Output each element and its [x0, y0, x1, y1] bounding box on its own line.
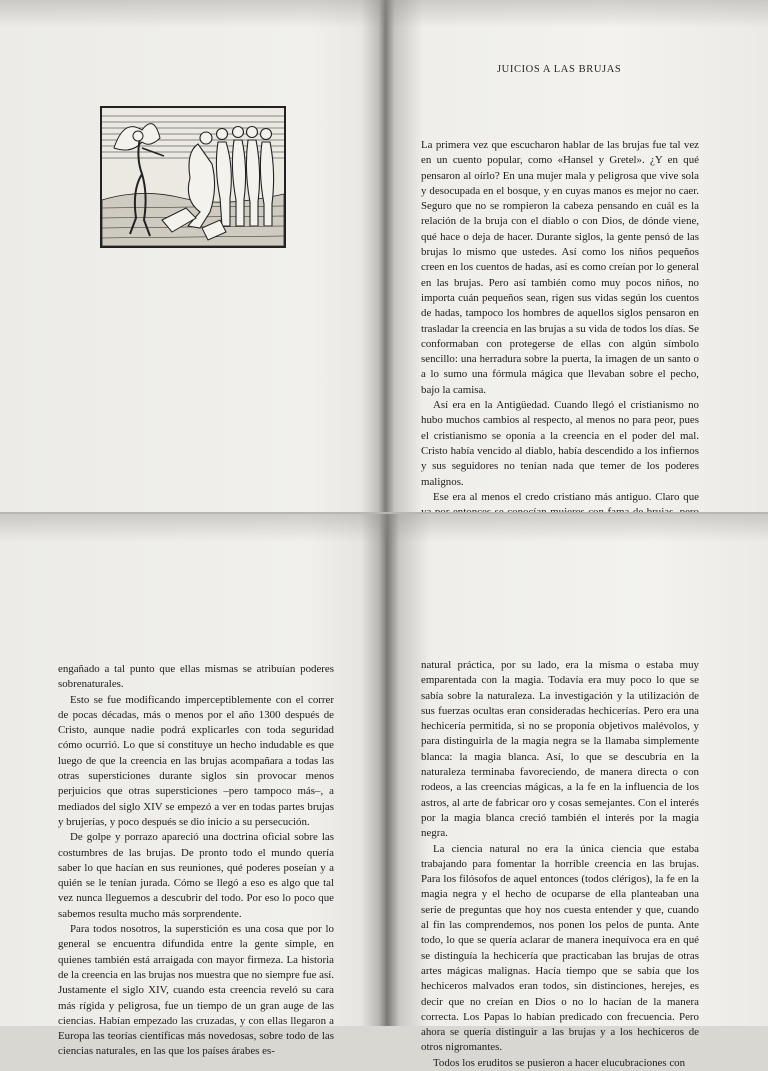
paragraph: Así era en la Antigüedad. Cuando llegó el cristianismo no hubo muchos cambios al respecto, al menos no para peor, pues el cristianismo se oponía a la creencia en el poder del mal. Cristo había vencido al diablo, había descendido a los infiernos y sus seguidores no tenían nada que temer de los poderes malignos.: [421, 399, 699, 488]
book-spread-top: [0, 0, 768, 512]
paragraph: La ciencia natural no era la única ciencia que estaba trabajando para fomentar la horrible creencia en las brujas. Para los filósofos de aquel entonces (todos clérigos), la fe en la magia negra y el hecho de ocuparse de ella planteaban una serie de preguntas que hoy nos cuesta entender y que, cuando al fin las comprendemos, nos ponen los pelos de punta. Ante todo, lo que se quería aclarar de manera inequívoca era en qué se distinguía la hechicería que practicaban las brujas de otras artes mágicas malignas. Hacía tiempo que se sabía que los hechiceros malvados eran todos, sin distinciones, herejes, es decir que no creían en Dios o no lo hacían de la manera correcta. Los Papas lo habían predicado con frecuencia. Pero ahora se quería distinguir a las brujas y a los hechiceros de otros nigromantes.: [421, 842, 699, 1054]
page-text-block: [58, 662, 334, 1060]
paragraph: De golpe y porrazo apareció una doctrina oficial sobre las costumbres de las brujas. De pronto todo el mundo quería saber lo que hacían en sus reuniones, qué poderes poseían y a quién se le tenían jurada. Cómo se llegó a eso es algo que tal vez nunca lleguemos a descubrir del todo. Por eso lo poco que sabemos resulta mucho más sorprendente.: [58, 831, 334, 920]
running-head: JUICIOS A LAS BRUJAS: [497, 64, 622, 75]
woodcut-drawing: [102, 108, 284, 246]
paragraph: La primera vez que escucharon hablar de las brujas fue tal vez en un cuento popular, como «Hansel y Gretel». ¿Y en qué pensaron al oírlo? En una mujer mala y peligrosa que vive sola y desocupada en el bosque, y en cuyas manos es mejor no caer. Seguro que no se rompieron la cabeza pensando en cuál es la relación de la bruja con el diablo o con Dios, de dónde viene, qué hace o deja de hacer. Durante siglos, la gente pensó de las brujas lo mismo que ustedes. Así como los niños pequeños creen en los cuentos de hadas, así es como creían por lo general en las brujas. Pero así también como muy pocos niños, no importa cuán pequeños sean, rigen sus vidas según los cuentos de hadas, tampoco los hombres de aquellos siglos pensaron en trasladar la creencia en las brujas a su vida de todos los días. Se conformaban con protegerse de ellas con algún símbolo sencillo: una herradura sobre la puerta, la imagen de un santo o a lo sumo una fórmula mágica que llevaban sobre el pecho, bajo la camisa.: [421, 139, 699, 396]
page-shadow: [0, 0, 768, 28]
paragraph: engañado a tal punto que ellas mismas se atribuían poderes sobrenaturales.: [58, 663, 334, 691]
witch-woodcut-illustration: [100, 106, 286, 248]
paragraph: Para todos nosotros, la superstición es una cosa que por lo general se encuentra difundida entre la gente simple, en quienes también está arraigada con mayor firmeza. La historia de la creencia en las brujas nos muestra que no siempre fue así. Justamente el siglo XIV, cuando esta creencia reveló su cara más rígida y peligrosa, fue un tiempo de un gran auge de las ciencias. Habían empezado las cruzadas, y con ellas llegaron a Europa las teorías científicas más novedosas, sobre todo de las ciencias naturales, en las que los países árabes es-: [58, 923, 334, 1058]
page-shadow: [0, 514, 768, 542]
paragraph: Ese era al menos el credo cristiano más antiguo. Claro que: [433, 490, 699, 503]
paragraph: Esto se fue modificando imperceptiblemente con el correr de pocas décadas, más o menos por el año 1300 después de Cristo, aunque nadie podrá explicarles con toda seguridad cómo ocurrió. Lo que sí constituye un hecho indudable es que luego de que la creencia en las brujas acompañara a todas las otras supersticiones durante siglos sin provocar menos perjuicios que otras supersticiones –pero tampoco más–, a mediados del siglo XIV se empezó a ver en todas partes brujas y brujerías, y poco después se dio inicio a su persecución.: [58, 693, 334, 828]
paragraph: Todos los eruditos se pusieron a hacer elucubraciones con: [433, 1056, 686, 1069]
book-spread-bottom: [0, 512, 768, 1069]
paragraph: natural práctica, por su lado, era la misma o estaba muy emparentada con la magia. Todavía era muy poco lo que se sabía sobre la naturaleza. La investigación y la utilización de sus fuerzas ocultas eran consideradas hechicerías. Pero era una hechicería permitida, si no se proponía objetivos malévolos, y para distinguirla de la magia negra se la llamaba simplemente blanca: la magia blanca. Así, lo que se descubría en la naturaleza terminaba favoreciendo, de manera directa o con rodeos, a las creencias mágicas, a la fe en la influencia de los astros, al arte de fabricar oro y cosas semejantes. Con el interés por la magia blanca creció también el interés por la magia negra.: [421, 659, 699, 840]
page-text-block: [421, 658, 699, 1071]
page-text-block: [421, 138, 699, 566]
